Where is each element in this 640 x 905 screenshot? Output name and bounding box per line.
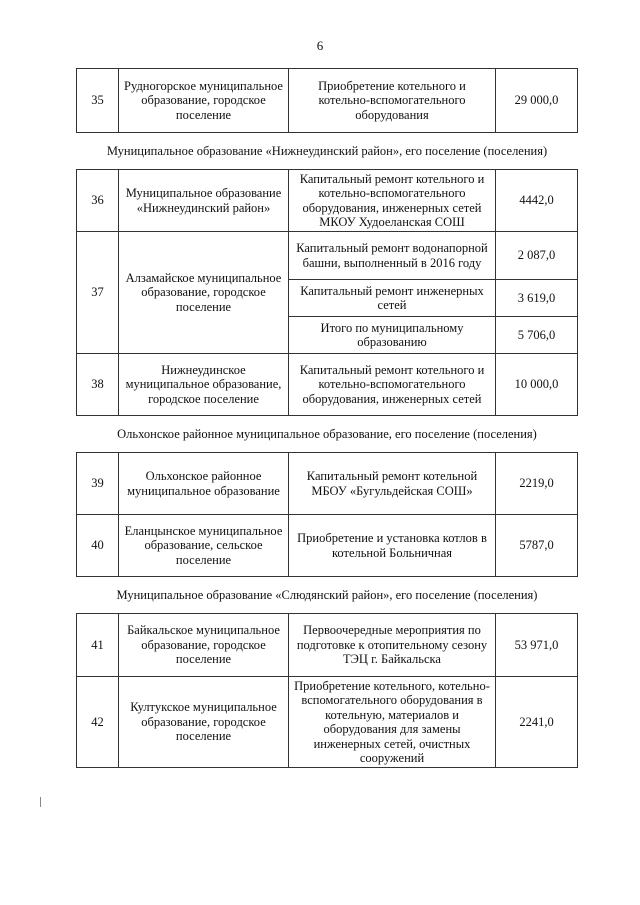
work-cell: Первоочередные мероприятия по подготовке к отопительному сезону ТЭЦ г. Байкальска <box>289 614 496 677</box>
amount-cell: 2 087,0 <box>496 232 578 280</box>
row-number: 35 <box>77 69 119 133</box>
page-number: 6 <box>316 38 324 53</box>
margin-mark <box>40 797 41 807</box>
amount-cell: 2219,0 <box>496 453 578 515</box>
row-number: 39 <box>77 453 119 515</box>
entity-cell: Алзамайское муниципальное образование, городское поселение <box>119 232 289 354</box>
entity-cell: Нижнеудинское муниципальное образование, городское поселение <box>119 354 289 416</box>
work-cell: Приобретение и установка котлов в котельной Больничная <box>289 515 496 577</box>
amount-cell: 53 971,0 <box>496 614 578 677</box>
section-title: Муниципальное образование «Нижнеудинский район», его поселение (поселения) <box>77 133 578 170</box>
row-number: 37 <box>77 232 119 354</box>
work-cell: Капитальный ремонт котельного и котельно-вспомогательного оборудования, инженерных сетей <box>289 354 496 416</box>
table-row <box>77 515 578 577</box>
funding-table <box>76 68 578 768</box>
amount-cell: 5 706,0 <box>496 317 578 354</box>
work-cell: Капитальный ремонт водонапорной башни, выполненный в 2016 году <box>289 232 496 280</box>
section-title: Муниципальное образование «Слюдянский район», его поселение (поселения) <box>77 577 578 614</box>
amount-cell: 2241,0 <box>496 677 578 768</box>
work-cell: Приобретение котельного и котельно-вспомогательного оборудования <box>289 69 496 133</box>
table-row <box>77 170 578 232</box>
work-cell: Капитальный ремонт котельного и котельно-вспомогательного оборудования, инженерных сетей МКОУ Худоеланская СОШ <box>289 170 496 232</box>
amount-cell: 10 000,0 <box>496 354 578 416</box>
amount-cell: 5787,0 <box>496 515 578 577</box>
section-row <box>77 416 578 453</box>
section-row <box>77 577 578 614</box>
table-row <box>77 354 578 416</box>
amount-cell: 3 619,0 <box>496 280 578 317</box>
table-row <box>77 614 578 677</box>
work-cell: Приобретение котельного, котельно-вспомогательного оборудования в котельную, материалов и оборудования для замены инженерных сетей, очистных сооружений <box>289 677 496 768</box>
table-row <box>77 453 578 515</box>
entity-cell: Байкальское муниципальное образование, городское поселение <box>119 614 289 677</box>
amount-cell: 4442,0 <box>496 170 578 232</box>
entity-cell: Еланцынское муниципальное образование, сельское поселение <box>119 515 289 577</box>
section-title: Ольхонское районное муниципальное образование, его поселение (поселения) <box>77 416 578 453</box>
work-cell: Капитальный ремонт инженерных сетей <box>289 280 496 317</box>
row-number: 38 <box>77 354 119 416</box>
table-row <box>77 232 578 280</box>
row-number: 36 <box>77 170 119 232</box>
entity-cell: Ольхонское районное муниципальное образование <box>119 453 289 515</box>
work-cell: Итого по муниципальному образованию <box>289 317 496 354</box>
entity-cell: Култукское муниципальное образование, городское поселение <box>119 677 289 768</box>
amount-cell: 29 000,0 <box>496 69 578 133</box>
entity-cell: Муниципальное образование «Нижнеудинский район» <box>119 170 289 232</box>
row-number: 42 <box>77 677 119 768</box>
row-number: 41 <box>77 614 119 677</box>
entity-cell: Рудногорское муниципальное образование, городское поселение <box>119 69 289 133</box>
section-row <box>77 133 578 170</box>
table-row <box>77 677 578 768</box>
work-cell: Капитальный ремонт котельной МБОУ «Бугульдейская СОШ» <box>289 453 496 515</box>
row-number: 40 <box>77 515 119 577</box>
table-row <box>77 69 578 133</box>
